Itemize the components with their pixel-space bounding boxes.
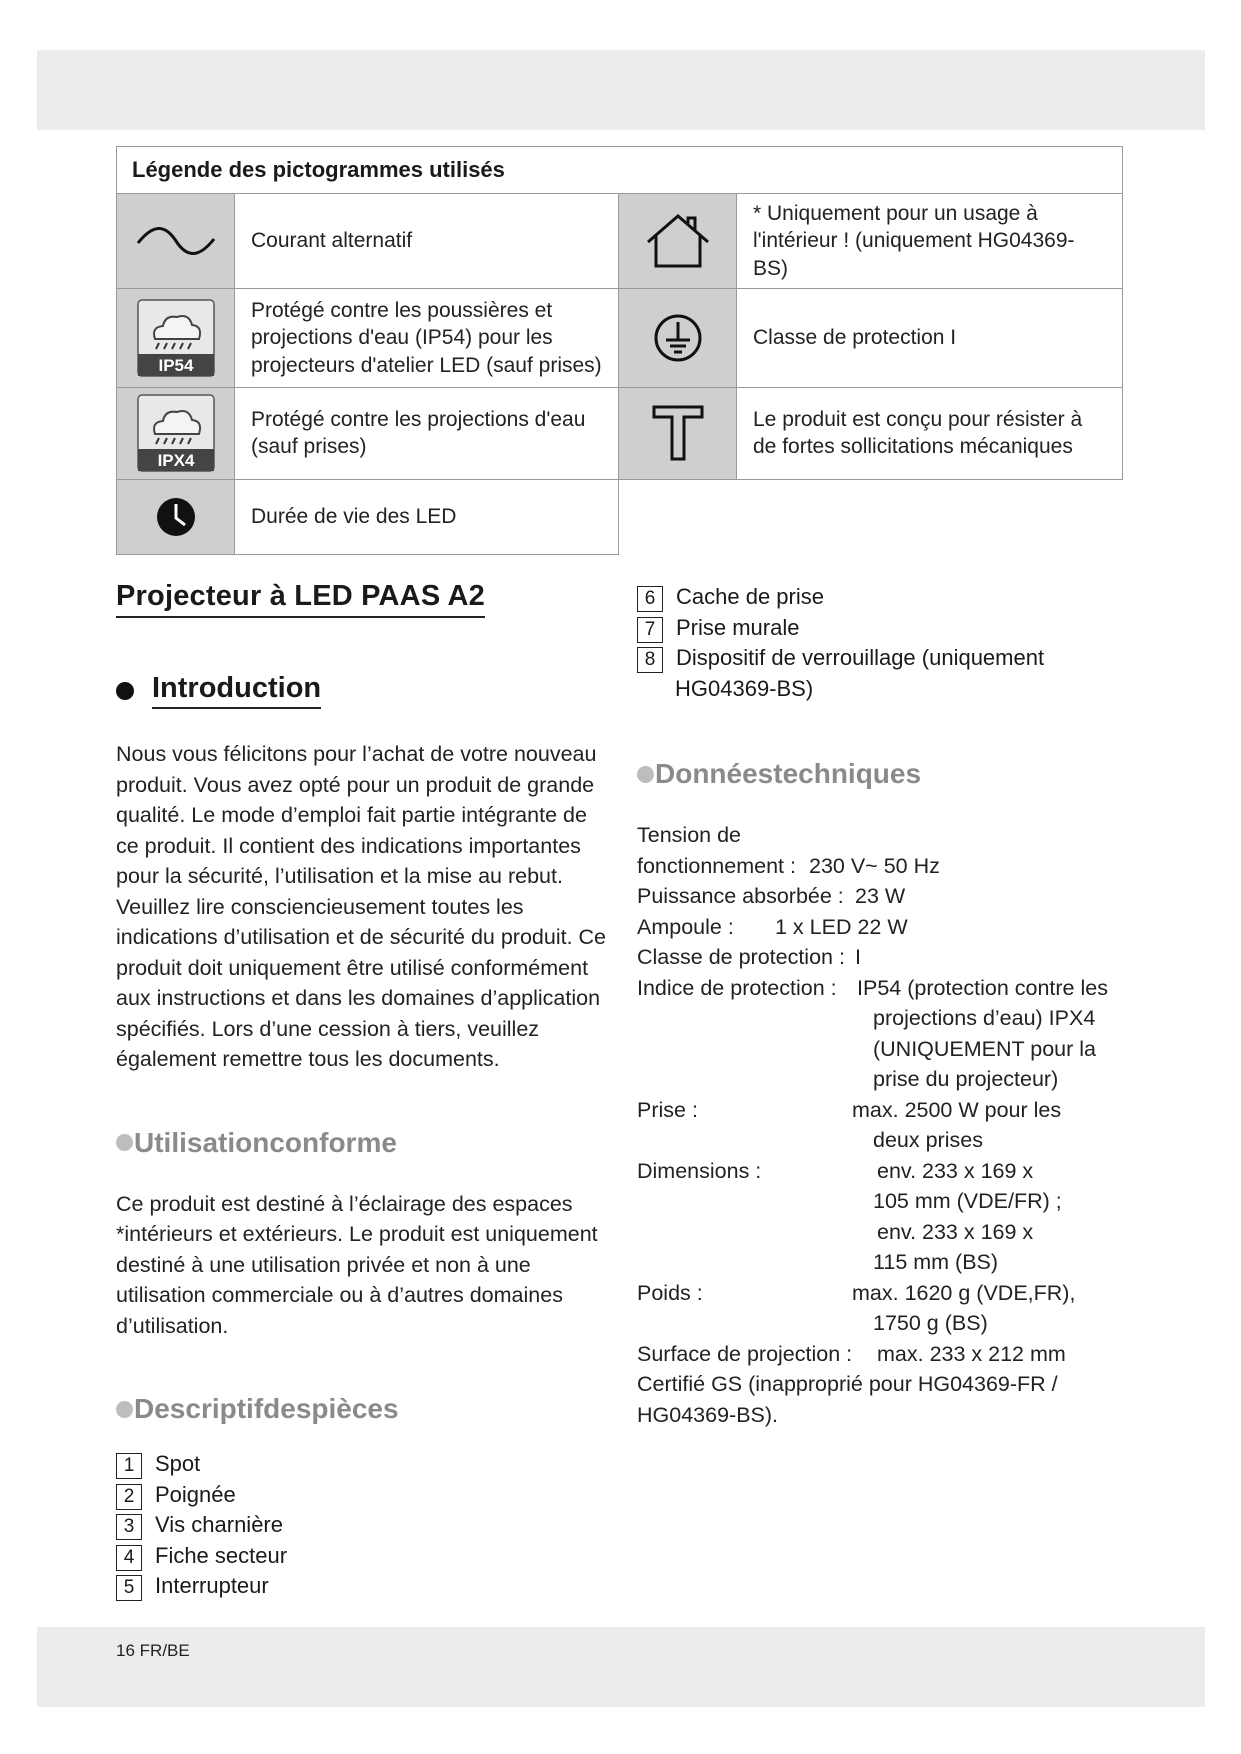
list-item: 2 Poignée xyxy=(116,1482,612,1513)
clock-icon xyxy=(117,479,235,554)
tech-data-heading: Donnéestechniques xyxy=(637,758,1127,790)
legend-text: Classe de protection I xyxy=(737,288,1123,387)
left-column xyxy=(116,580,612,1604)
legend-text: Durée de vie des LED xyxy=(235,479,619,554)
list-item: 6 Cache de prise xyxy=(637,584,1127,615)
svg-text:IP54: IP54 xyxy=(158,355,193,375)
spec-row: Tension de xyxy=(637,823,741,847)
parts-heading: Descriptifdespièces xyxy=(116,1393,612,1425)
document-title: Projecteur à LED PAAS A2 xyxy=(116,580,485,618)
legend-text: Le produit est conçu pour résister à de fortes sollicitations mécaniques xyxy=(737,387,1123,479)
protection-class-ground-icon xyxy=(619,288,737,387)
legend-text: * Uniquement pour un usage à l'intérieur ! (uniquement HG04369-BS) xyxy=(737,194,1123,289)
usage-text: Ce produit est destiné à l’éclairage des espaces *intérieurs et extérieurs. Le produit est uniquement destiné à une utilisation privée et non à une utilisation commerciale ou à d’autres domaines d’utilisation. xyxy=(116,1191,598,1338)
locale-label: FR/BE xyxy=(139,1641,190,1660)
parts-list-continued xyxy=(637,584,1127,706)
tech-data-list: Tension de fonctionnement : 230 V~ 50 Hz Puissance absorbée : 23 W Ampoule : 1 x LED 22 W Classe de protection : I Indice de protection : IP54 (protection contre les projections d’eau) IPX4 (UNIQUEMENT pour la prise du projecteur) Prise : max. 2500 W pour les deux prises Dimensions : env. 233 x 169 x 105 mm (VDE/FR) ; env. 233 x 169 x 115 mm (BS) Poids : max. 1620 g (VDE,FR), 1750 g (BS) Surface de projection : max. 233 x 212 mm Certifié GS (inapproprié pour HG04369-FR / HG04369-BS). xyxy=(637,820,1127,1430)
ac-current-icon xyxy=(117,194,235,289)
spec-row: Poids : max. 1620 g (VDE,FR), xyxy=(637,1280,1076,1305)
spec-row: Ampoule : 1 x LED 22 W xyxy=(637,914,908,939)
hammer-icon xyxy=(619,387,737,479)
parts-list xyxy=(116,1451,612,1604)
list-item: 5 Interrupteur xyxy=(116,1573,612,1604)
right-column xyxy=(637,584,1127,1430)
list-item: 7 Prise murale xyxy=(637,615,1127,646)
bullet-icon xyxy=(637,766,654,783)
list-item: 4 Fiche secteur xyxy=(116,1543,612,1574)
spec-row: Prise : max. 2500 W pour les xyxy=(637,1097,1062,1122)
list-item: 3 Vis charnière xyxy=(116,1512,612,1543)
legend-title: Légende des pictogrammes utilisés xyxy=(117,147,1123,194)
spec-row: Puissance absorbée : 23 W xyxy=(637,884,906,908)
usage-heading: Utilisationconforme xyxy=(116,1127,612,1159)
bullet-icon xyxy=(116,682,134,700)
spec-row: Classe de protection : I xyxy=(637,945,861,969)
spec-row: Surface de projection : max. 233 x 212 mm xyxy=(637,1341,1066,1366)
footer-band xyxy=(37,1627,1205,1707)
ipx4-icon xyxy=(117,387,235,479)
spec-row: Indice de protection : IP54 (protection contre les xyxy=(637,975,1108,1000)
svg-text:IPX4: IPX4 xyxy=(157,451,194,471)
list-item-continuation: HG04369-BS) xyxy=(675,675,814,701)
legend-text: Courant alternatif xyxy=(235,194,619,289)
bullet-icon xyxy=(116,1134,133,1151)
spec-row: Dimensions : env. 233 x 169 x xyxy=(637,1158,1034,1183)
page-footer xyxy=(116,1641,190,1661)
list-item: 8 Dispositif de verrouillage (uniquement xyxy=(637,645,1127,676)
header-band xyxy=(37,50,1205,130)
legend-text: Protégé contre les poussières et projections d'eau (IP54) pour les projecteurs d'atelier LED (sauf prises) xyxy=(235,288,619,387)
house-icon xyxy=(619,194,737,289)
certification-text: Certifié GS (inapproprié pour HG04369-FR / xyxy=(637,1372,1058,1396)
legend-text: Protégé contre les projections d'eau (sauf prises) xyxy=(235,387,619,479)
pictogram-legend-table xyxy=(116,146,1123,555)
ip54-icon xyxy=(117,288,235,387)
bullet-icon xyxy=(116,1401,133,1418)
introduction-text: Nous vous félicitons pour l’achat de votre nouveau produit. Vous avez opté pour un produit de grande qualité. Le mode d’emploi fait partie intégrante de ce produit. Il contient des indications importantes pour la sécurité, l’utilisation et la mise au rebut. Veuillez lire consciencieusement toutes les indications d’utilisation et de sécurité du produit. Ce produit doit uniquement être utilisé conformément aux instructions et dans les domaines d’application spécifiés. Lors d’une cession à tiers, veuillez également remettre tous les documents. xyxy=(116,742,607,1071)
page-number: 16 xyxy=(116,1641,135,1660)
introduction-heading: Introduction xyxy=(116,672,612,709)
list-item: 1 Spot xyxy=(116,1451,612,1482)
spec-row: fonctionnement : 230 V~ 50 Hz xyxy=(637,853,940,878)
